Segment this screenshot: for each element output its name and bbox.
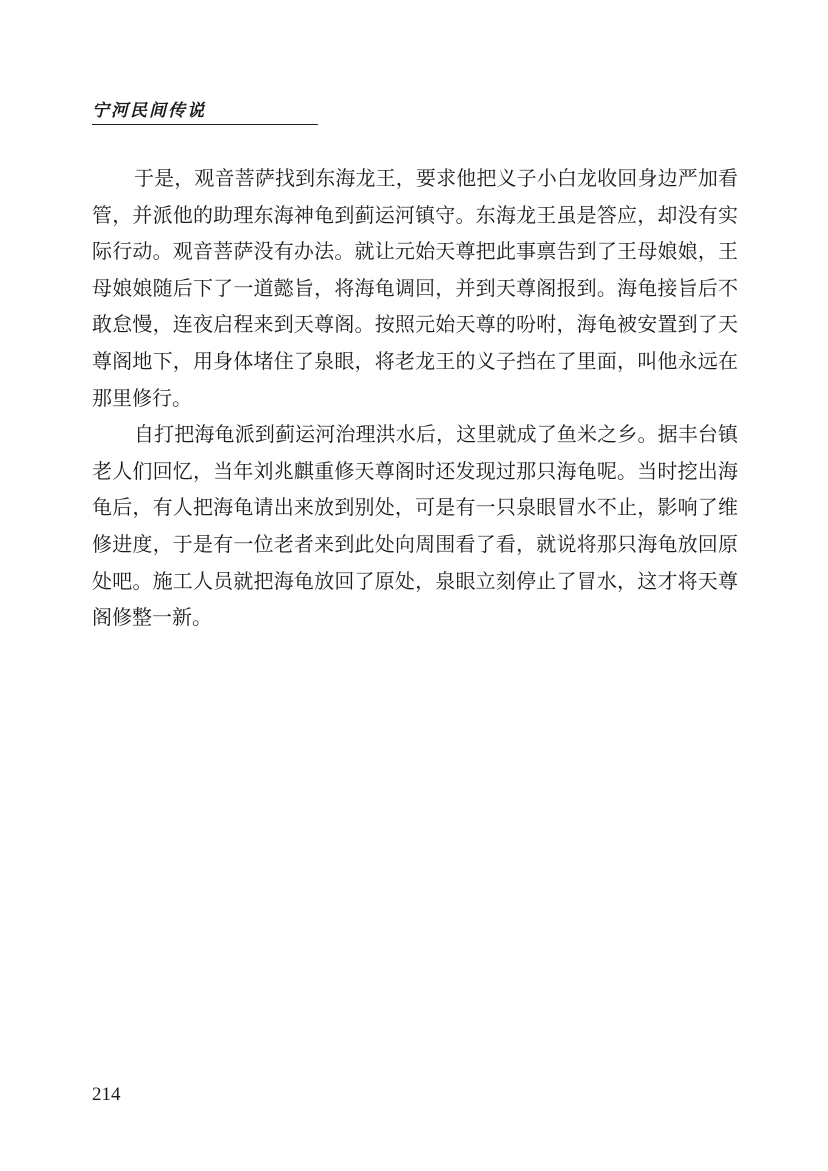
book-title: 宁河民间传说	[92, 101, 206, 121]
running-header	[92, 100, 318, 125]
paragraph: 自打把海龟派到蓟运河治理洪水后，这里就成了鱼米之乡。据丰台镇老人们回忆，当年刘兆麒重修天尊阁时还发现过那只海龟呢。当时挖出海龟后，有人把海龟请出来放到别处，可是有一只泉眼冒水不止，影响了维修进度，于是有一位老者来到此处向周围看了看，就说将那只海龟放回原处吧。施工人员就把海龟放回了原处，泉眼立刻停止了冒水，这才将天尊阁修整一新。	[92, 422, 738, 630]
page-number: 214	[92, 1084, 121, 1105]
body-text	[92, 160, 738, 636]
paragraph: 于是，观音菩萨找到东海龙王，要求他把义子小白龙收回身边严加看管，并派他的助理东海神龟到蓟运河镇守。东海龙王虽是答应，却没有实际行动。观音菩萨没有办法。就让元始天尊把此事禀告到了王母娘娘，王母娘娘随后下了一道懿旨，将海龟调回，并到天尊阁报到。海龟接旨后不敢怠慢，连夜启程来到天尊阁。按照元始天尊的吩咐，海龟被安置到了天尊阁地下，用身体堵住了泉眼，将老龙王的义子挡在了里面，叫他永远在那里修行。	[92, 166, 738, 410]
